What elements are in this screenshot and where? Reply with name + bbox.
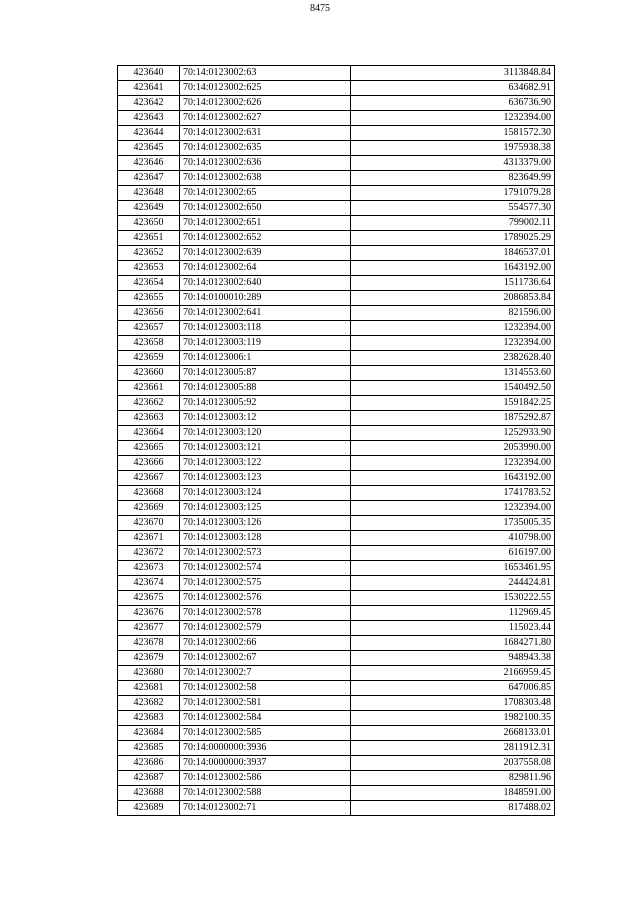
table-row bbox=[118, 246, 555, 261]
cadastral-number-cell: 70:14:0123002:7 bbox=[180, 666, 351, 681]
row-id-cell: 423663 bbox=[118, 411, 180, 426]
value-cell: 2382628.40 bbox=[351, 351, 555, 366]
table-row bbox=[118, 726, 555, 741]
row-id-cell: 423668 bbox=[118, 486, 180, 501]
row-id-cell: 423688 bbox=[118, 786, 180, 801]
table-row bbox=[118, 711, 555, 726]
cadastral-number-cell: 70:14:0123003:128 bbox=[180, 531, 351, 546]
value-cell: 115023.44 bbox=[351, 621, 555, 636]
row-id-cell: 423649 bbox=[118, 201, 180, 216]
row-id-cell: 423651 bbox=[118, 231, 180, 246]
row-id-cell: 423640 bbox=[118, 66, 180, 81]
row-id-cell: 423682 bbox=[118, 696, 180, 711]
cadastral-number-cell: 70:14:0123003:124 bbox=[180, 486, 351, 501]
cadastral-number-cell: 70:14:0123002:64 bbox=[180, 261, 351, 276]
cadastral-number-cell: 70:14:0123002:638 bbox=[180, 171, 351, 186]
cadastral-number-cell: 70:14:0123003:118 bbox=[180, 321, 351, 336]
cadastral-number-cell: 70:14:0123002:631 bbox=[180, 126, 351, 141]
table-row bbox=[118, 771, 555, 786]
value-cell: 1741783.52 bbox=[351, 486, 555, 501]
table-row bbox=[118, 186, 555, 201]
cadastral-number-cell: 70:14:0123002:639 bbox=[180, 246, 351, 261]
table-row bbox=[118, 621, 555, 636]
value-cell: 2086853.84 bbox=[351, 291, 555, 306]
table-row bbox=[118, 336, 555, 351]
cadastral-number-cell: 70:14:0123002:641 bbox=[180, 306, 351, 321]
row-id-cell: 423641 bbox=[118, 81, 180, 96]
cadastral-number-cell: 70:14:0123002:578 bbox=[180, 606, 351, 621]
cadastral-number-cell: 70:14:0123002:584 bbox=[180, 711, 351, 726]
row-id-cell: 423681 bbox=[118, 681, 180, 696]
table-row bbox=[118, 96, 555, 111]
table-row bbox=[118, 291, 555, 306]
row-id-cell: 423679 bbox=[118, 651, 180, 666]
row-id-cell: 423655 bbox=[118, 291, 180, 306]
row-id-cell: 423667 bbox=[118, 471, 180, 486]
cadastral-number-cell: 70:14:0123002:635 bbox=[180, 141, 351, 156]
row-id-cell: 423664 bbox=[118, 426, 180, 441]
cadastral-number-cell: 70:14:0123003:12 bbox=[180, 411, 351, 426]
row-id-cell: 423676 bbox=[118, 606, 180, 621]
table-row bbox=[118, 396, 555, 411]
cadastral-number-cell: 70:14:0123002:625 bbox=[180, 81, 351, 96]
table-row bbox=[118, 201, 555, 216]
cadastral-number-cell: 70:14:0100010:289 bbox=[180, 291, 351, 306]
value-cell: 1875292.87 bbox=[351, 411, 555, 426]
row-id-cell: 423685 bbox=[118, 741, 180, 756]
cadastral-number-cell: 70:14:0000000:3937 bbox=[180, 756, 351, 771]
row-id-cell: 423657 bbox=[118, 321, 180, 336]
value-cell: 1581572.30 bbox=[351, 126, 555, 141]
cadastral-number-cell: 70:14:0123002:573 bbox=[180, 546, 351, 561]
cadastral-number-cell: 70:14:0123005:87 bbox=[180, 366, 351, 381]
table-row bbox=[118, 441, 555, 456]
value-cell: 2811912.31 bbox=[351, 741, 555, 756]
row-id-cell: 423684 bbox=[118, 726, 180, 741]
value-cell: 1314553.60 bbox=[351, 366, 555, 381]
cadastral-number-cell: 70:14:0123002:640 bbox=[180, 276, 351, 291]
table-row bbox=[118, 456, 555, 471]
table-row bbox=[118, 696, 555, 711]
table-row bbox=[118, 651, 555, 666]
value-cell: 4313379.00 bbox=[351, 156, 555, 171]
cadastral-number-cell: 70:14:0000000:3936 bbox=[180, 741, 351, 756]
cadastral-number-cell: 70:14:0123002:586 bbox=[180, 771, 351, 786]
table-row bbox=[118, 306, 555, 321]
value-cell: 821596.00 bbox=[351, 306, 555, 321]
row-id-cell: 423689 bbox=[118, 801, 180, 816]
row-id-cell: 423646 bbox=[118, 156, 180, 171]
row-id-cell: 423658 bbox=[118, 336, 180, 351]
value-cell: 616197.00 bbox=[351, 546, 555, 561]
table-row bbox=[118, 471, 555, 486]
value-cell: 1511736.64 bbox=[351, 276, 555, 291]
cadastral-number-cell: 70:14:0123002:579 bbox=[180, 621, 351, 636]
cadastral-number-cell: 70:14:0123002:58 bbox=[180, 681, 351, 696]
row-id-cell: 423665 bbox=[118, 441, 180, 456]
value-cell: 1708303.48 bbox=[351, 696, 555, 711]
table-row bbox=[118, 411, 555, 426]
data-table bbox=[117, 65, 555, 816]
value-cell: 1643192.00 bbox=[351, 471, 555, 486]
value-cell: 3113848.84 bbox=[351, 66, 555, 81]
row-id-cell: 423678 bbox=[118, 636, 180, 651]
value-cell: 817488.02 bbox=[351, 801, 555, 816]
cadastral-number-cell: 70:14:0123002:652 bbox=[180, 231, 351, 246]
cadastral-number-cell: 70:14:0123003:122 bbox=[180, 456, 351, 471]
table-row bbox=[118, 576, 555, 591]
table-body bbox=[118, 66, 555, 816]
cadastral-number-cell: 70:14:0123002:650 bbox=[180, 201, 351, 216]
value-cell: 1848591.00 bbox=[351, 786, 555, 801]
cadastral-number-cell: 70:14:0123002:67 bbox=[180, 651, 351, 666]
table-row bbox=[118, 681, 555, 696]
table-row bbox=[118, 66, 555, 81]
value-cell: 1232394.00 bbox=[351, 456, 555, 471]
cadastral-number-cell: 70:14:0123002:627 bbox=[180, 111, 351, 126]
table-row bbox=[118, 321, 555, 336]
value-cell: 1232394.00 bbox=[351, 501, 555, 516]
value-cell: 799002.11 bbox=[351, 216, 555, 231]
value-cell: 1232394.00 bbox=[351, 321, 555, 336]
row-id-cell: 423647 bbox=[118, 171, 180, 186]
table-row bbox=[118, 261, 555, 276]
value-cell: 1591842.25 bbox=[351, 396, 555, 411]
table-row bbox=[118, 516, 555, 531]
value-cell: 634682.91 bbox=[351, 81, 555, 96]
value-cell: 1530222.55 bbox=[351, 591, 555, 606]
value-cell: 244424.81 bbox=[351, 576, 555, 591]
value-cell: 1982100.35 bbox=[351, 711, 555, 726]
row-id-cell: 423648 bbox=[118, 186, 180, 201]
cadastral-number-cell: 70:14:0123002:66 bbox=[180, 636, 351, 651]
row-id-cell: 423671 bbox=[118, 531, 180, 546]
row-id-cell: 423652 bbox=[118, 246, 180, 261]
row-id-cell: 423661 bbox=[118, 381, 180, 396]
table-row bbox=[118, 81, 555, 96]
cadastral-number-cell: 70:14:0123002:588 bbox=[180, 786, 351, 801]
cadastral-number-cell: 70:14:0123002:63 bbox=[180, 66, 351, 81]
page-number: 8475 bbox=[310, 3, 330, 14]
table-row bbox=[118, 366, 555, 381]
table-row bbox=[118, 171, 555, 186]
table-row bbox=[118, 111, 555, 126]
table-row bbox=[118, 561, 555, 576]
value-cell: 1653461.95 bbox=[351, 561, 555, 576]
table-row bbox=[118, 156, 555, 171]
cadastral-number-cell: 70:14:0123003:126 bbox=[180, 516, 351, 531]
value-cell: 1232394.00 bbox=[351, 336, 555, 351]
table-row bbox=[118, 801, 555, 816]
row-id-cell: 423677 bbox=[118, 621, 180, 636]
table-row bbox=[118, 741, 555, 756]
row-id-cell: 423643 bbox=[118, 111, 180, 126]
row-id-cell: 423687 bbox=[118, 771, 180, 786]
table-row bbox=[118, 276, 555, 291]
value-cell: 1643192.00 bbox=[351, 261, 555, 276]
value-cell: 1252933.90 bbox=[351, 426, 555, 441]
row-id-cell: 423662 bbox=[118, 396, 180, 411]
cadastral-number-cell: 70:14:0123003:125 bbox=[180, 501, 351, 516]
table-row bbox=[118, 546, 555, 561]
row-id-cell: 423650 bbox=[118, 216, 180, 231]
value-cell: 1540492.50 bbox=[351, 381, 555, 396]
table-row bbox=[118, 756, 555, 771]
row-id-cell: 423654 bbox=[118, 276, 180, 291]
cadastral-number-cell: 70:14:0123006:1 bbox=[180, 351, 351, 366]
row-id-cell: 423686 bbox=[118, 756, 180, 771]
table-row bbox=[118, 501, 555, 516]
value-cell: 823649.99 bbox=[351, 171, 555, 186]
value-cell: 1975938.38 bbox=[351, 141, 555, 156]
cadastral-number-cell: 70:14:0123002:576 bbox=[180, 591, 351, 606]
row-id-cell: 423645 bbox=[118, 141, 180, 156]
row-id-cell: 423674 bbox=[118, 576, 180, 591]
cadastral-number-cell: 70:14:0123002:575 bbox=[180, 576, 351, 591]
cadastral-number-cell: 70:14:0123003:120 bbox=[180, 426, 351, 441]
value-cell: 2166959.45 bbox=[351, 666, 555, 681]
value-cell: 647006.85 bbox=[351, 681, 555, 696]
row-id-cell: 423675 bbox=[118, 591, 180, 606]
cadastral-number-cell: 70:14:0123002:71 bbox=[180, 801, 351, 816]
table-row bbox=[118, 216, 555, 231]
row-id-cell: 423644 bbox=[118, 126, 180, 141]
cadastral-number-cell: 70:14:0123002:585 bbox=[180, 726, 351, 741]
row-id-cell: 423683 bbox=[118, 711, 180, 726]
row-id-cell: 423666 bbox=[118, 456, 180, 471]
value-cell: 554577.30 bbox=[351, 201, 555, 216]
table-row bbox=[118, 231, 555, 246]
value-cell: 1789025.29 bbox=[351, 231, 555, 246]
cadastral-number-cell: 70:14:0123005:92 bbox=[180, 396, 351, 411]
value-cell: 2668133.01 bbox=[351, 726, 555, 741]
row-id-cell: 423673 bbox=[118, 561, 180, 576]
row-id-cell: 423669 bbox=[118, 501, 180, 516]
row-id-cell: 423642 bbox=[118, 96, 180, 111]
table-row bbox=[118, 381, 555, 396]
table-row bbox=[118, 531, 555, 546]
cadastral-number-cell: 70:14:0123003:123 bbox=[180, 471, 351, 486]
table-row bbox=[118, 486, 555, 501]
value-cell: 1735005.35 bbox=[351, 516, 555, 531]
table-row bbox=[118, 426, 555, 441]
value-cell: 112969.45 bbox=[351, 606, 555, 621]
value-cell: 1232394.00 bbox=[351, 111, 555, 126]
table-row bbox=[118, 786, 555, 801]
value-cell: 829811.96 bbox=[351, 771, 555, 786]
cadastral-number-cell: 70:14:0123002:626 bbox=[180, 96, 351, 111]
table-row bbox=[118, 606, 555, 621]
table-row bbox=[118, 591, 555, 606]
cadastral-number-cell: 70:14:0123002:65 bbox=[180, 186, 351, 201]
value-cell: 1846537.01 bbox=[351, 246, 555, 261]
row-id-cell: 423659 bbox=[118, 351, 180, 366]
cadastral-number-cell: 70:14:0123003:121 bbox=[180, 441, 351, 456]
row-id-cell: 423680 bbox=[118, 666, 180, 681]
value-cell: 2053990.00 bbox=[351, 441, 555, 456]
cadastral-number-cell: 70:14:0123002:636 bbox=[180, 156, 351, 171]
table-row bbox=[118, 666, 555, 681]
table-row bbox=[118, 126, 555, 141]
table-row bbox=[118, 351, 555, 366]
table-row bbox=[118, 636, 555, 651]
value-cell: 2037558.08 bbox=[351, 756, 555, 771]
cadastral-number-cell: 70:14:0123002:581 bbox=[180, 696, 351, 711]
value-cell: 1791079.28 bbox=[351, 186, 555, 201]
row-id-cell: 423656 bbox=[118, 306, 180, 321]
cadastral-number-cell: 70:14:0123003:119 bbox=[180, 336, 351, 351]
value-cell: 1684271.80 bbox=[351, 636, 555, 651]
row-id-cell: 423670 bbox=[118, 516, 180, 531]
cadastral-number-cell: 70:14:0123005:88 bbox=[180, 381, 351, 396]
value-cell: 636736.90 bbox=[351, 96, 555, 111]
row-id-cell: 423660 bbox=[118, 366, 180, 381]
value-cell: 410798.00 bbox=[351, 531, 555, 546]
row-id-cell: 423672 bbox=[118, 546, 180, 561]
cadastral-number-cell: 70:14:0123002:574 bbox=[180, 561, 351, 576]
value-cell: 948943.38 bbox=[351, 651, 555, 666]
cadastral-number-cell: 70:14:0123002:651 bbox=[180, 216, 351, 231]
row-id-cell: 423653 bbox=[118, 261, 180, 276]
table-row bbox=[118, 141, 555, 156]
